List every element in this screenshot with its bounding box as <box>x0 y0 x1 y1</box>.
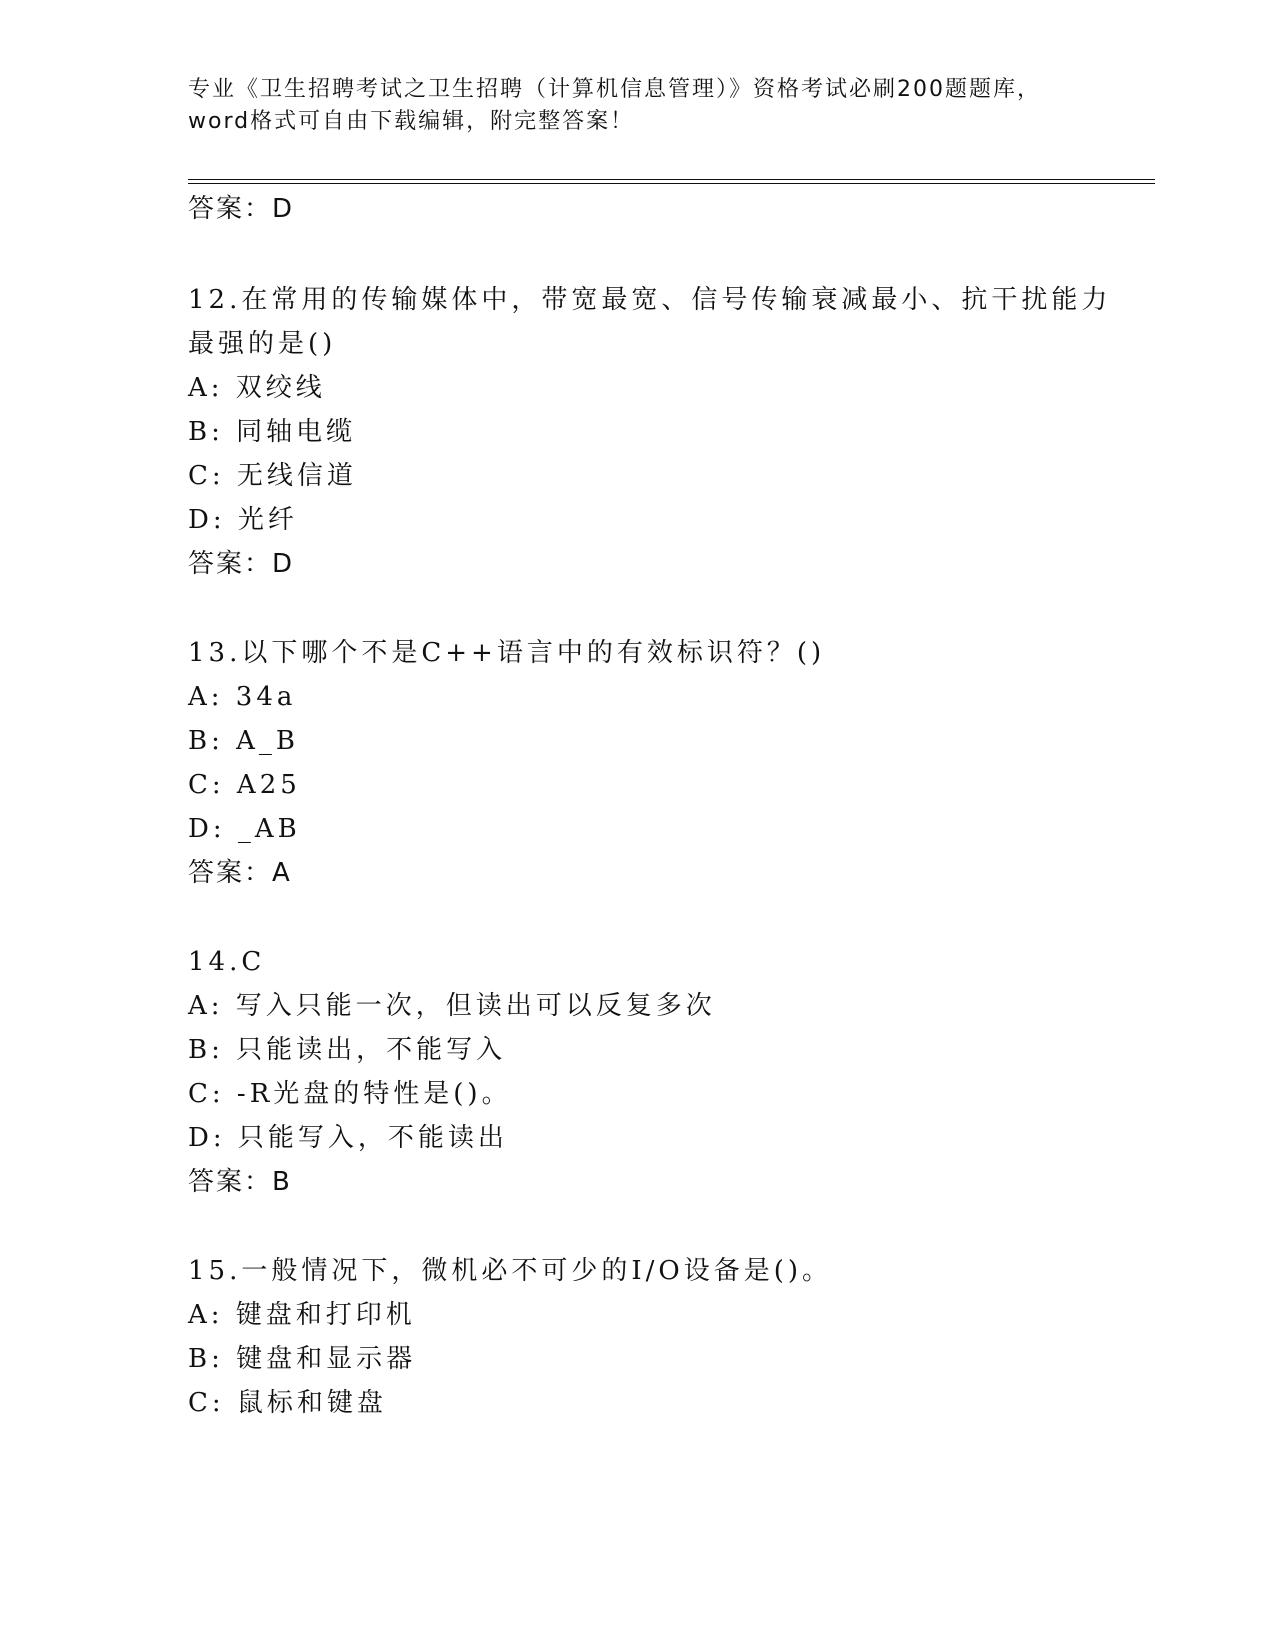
question-12-option-c: C: 无线信道 <box>188 461 357 491</box>
question-12-stem-line-1: 12.在常用的传输媒体中，带宽最宽、信号传输衰减最小、抗干扰能力 <box>188 285 1112 315</box>
question-15-stem: 15.一般情况下，微机必不可少的I/O设备是()。 <box>188 1256 832 1286</box>
header-divider-top <box>188 179 1155 180</box>
header-divider-bottom <box>188 183 1155 184</box>
question-15-option-b: B: 键盘和显示器 <box>188 1344 417 1374</box>
question-15-option-a: A: 键盘和打印机 <box>188 1300 416 1330</box>
question-12-option-a: A: 双绞线 <box>188 373 326 403</box>
question-12-stem-line-2: 最强的是() <box>188 329 337 359</box>
question-12-answer: 答案：D <box>188 549 295 579</box>
question-13-option-b: B: A_B <box>188 726 300 756</box>
question-15-option-c: C: 鼠标和键盘 <box>188 1388 387 1418</box>
question-14-option-d: D: 只能写入，不能读出 <box>188 1123 508 1153</box>
question-12-option-d: D: 光纤 <box>188 505 298 535</box>
document-header <box>188 74 1088 138</box>
question-13-option-a: A: 34a <box>188 682 297 712</box>
question-14-option-b: B: 只能读出，不能写入 <box>188 1035 507 1065</box>
question-14-answer: 答案：B <box>188 1167 292 1197</box>
previous-answer: 答案：D <box>188 194 295 224</box>
question-13-answer: 答案：A <box>188 858 292 888</box>
header-line-1: 专业《卫生招聘考试之卫生招聘（计算机信息管理）》资格考试必刷200题题库， <box>188 77 1041 102</box>
header-line-2: word格式可自由下载编辑，附完整答案！ <box>188 109 635 134</box>
question-14-stem: 14.C <box>188 947 266 977</box>
question-12-option-b: B: 同轴电缆 <box>188 417 357 447</box>
question-13-option-d: D: _AB <box>188 814 301 844</box>
question-13-option-c: C: A25 <box>188 770 301 800</box>
question-14-option-a: A: 写入只能一次，但读出可以反复多次 <box>188 991 716 1021</box>
question-13-stem: 13.以下哪个不是C++语言中的有效标识符？() <box>188 638 826 668</box>
question-14-option-c: C: -R光盘的特性是()。 <box>188 1079 512 1109</box>
